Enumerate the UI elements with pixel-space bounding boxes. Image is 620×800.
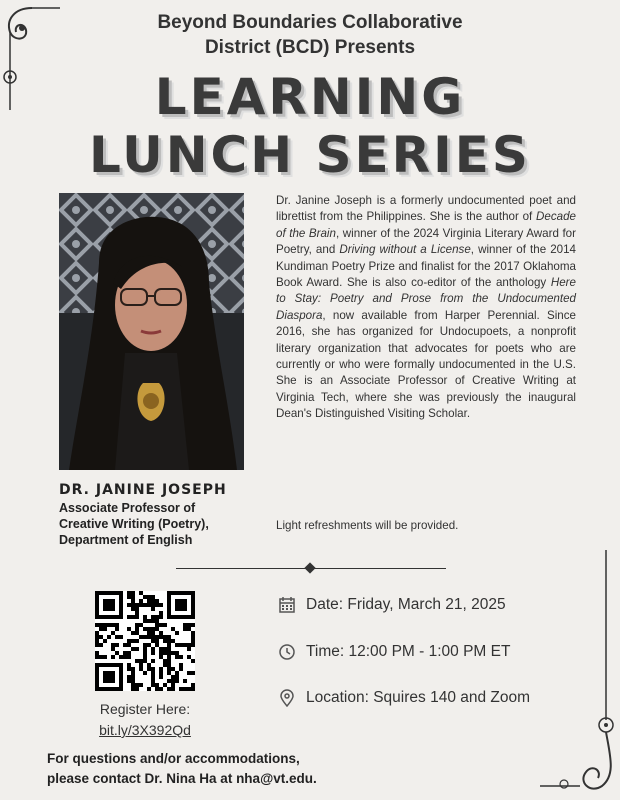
org-line-1: Beyond Boundaries Collaborative [157, 12, 463, 33]
contact-line-2: please contact Dr. Nina Ha at nha@vt.edu. [47, 771, 317, 786]
bio-text-2: , winner of the 2024 Virginia Literary Award for Poetry, and [276, 226, 576, 257]
speaker-portrait [59, 193, 244, 470]
book-title-decade: Decade of the Brain [276, 210, 576, 240]
speaker-title [59, 500, 259, 548]
event-date-text: Date: Friday, March 21, 2025 [306, 596, 506, 613]
bio-text-4: , now available from Harper Perennial. Since 2016, she has organized for Undocupoets, a nonprofit literary organization that advocates for poets who are currently or who were formally undocumented in the U.S. She is an Associate Professor of Creative Writing at Virginia Tech, where she was previously the inaugural Dean's Distinguished Visiting Scholar. [276, 308, 576, 421]
register-label: Register Here: [99, 701, 191, 717]
event-location [278, 689, 530, 707]
event-title-line-2: LUNCH SERIES [89, 126, 531, 184]
event-time [278, 643, 510, 661]
speaker-title-line-1: Associate Professor of [59, 501, 196, 515]
event-date [278, 596, 506, 614]
event-title-line-1: LEARNING [154, 68, 466, 126]
clock-icon [278, 643, 296, 661]
book-title-here-to-stay: Here to Stay: Poetry and Prose from the Undocumented Diaspora [276, 276, 576, 322]
register-link[interactable]: bit.ly/3X392Qd [99, 722, 191, 738]
contact-line-1: For questions and/or accommodations, [47, 751, 300, 766]
event-location-text: Location: Squires 140 and Zoom [306, 689, 531, 706]
contact-info [47, 749, 317, 789]
location-pin-icon [278, 689, 296, 707]
speaker-title-line-2: Creative Writing (Poetry), [59, 517, 209, 531]
speaker-name: DR. JANINE JOSEPH [59, 482, 227, 498]
book-title-driving: Driving without a License [339, 243, 471, 257]
bio-text-3: , winner of the 2014 Kundiman Poetry Prize and finalist for the 2017 Oklahoma Book Award. She is also co-editor of the anthology [276, 243, 576, 290]
registration-qr-code[interactable] [95, 591, 195, 691]
speaker-bio [276, 193, 576, 423]
divider-ornament [304, 562, 315, 573]
org-line-2: District (BCD) Presents [204, 37, 416, 58]
calendar-icon [278, 596, 296, 614]
bottom-right-flourish [540, 550, 618, 798]
event-time-text: Time: 12:00 PM - 1:00 PM ET [306, 643, 511, 660]
speaker-title-line-3: Department of English [59, 533, 193, 547]
presenter-org [0, 10, 620, 60]
refreshments-note: Light refreshments will be provided. [276, 519, 459, 532]
bio-text-1: Dr. Janine Joseph is a formerly undocumented poet and librettist from the Philippines. She is the author of [276, 194, 576, 224]
